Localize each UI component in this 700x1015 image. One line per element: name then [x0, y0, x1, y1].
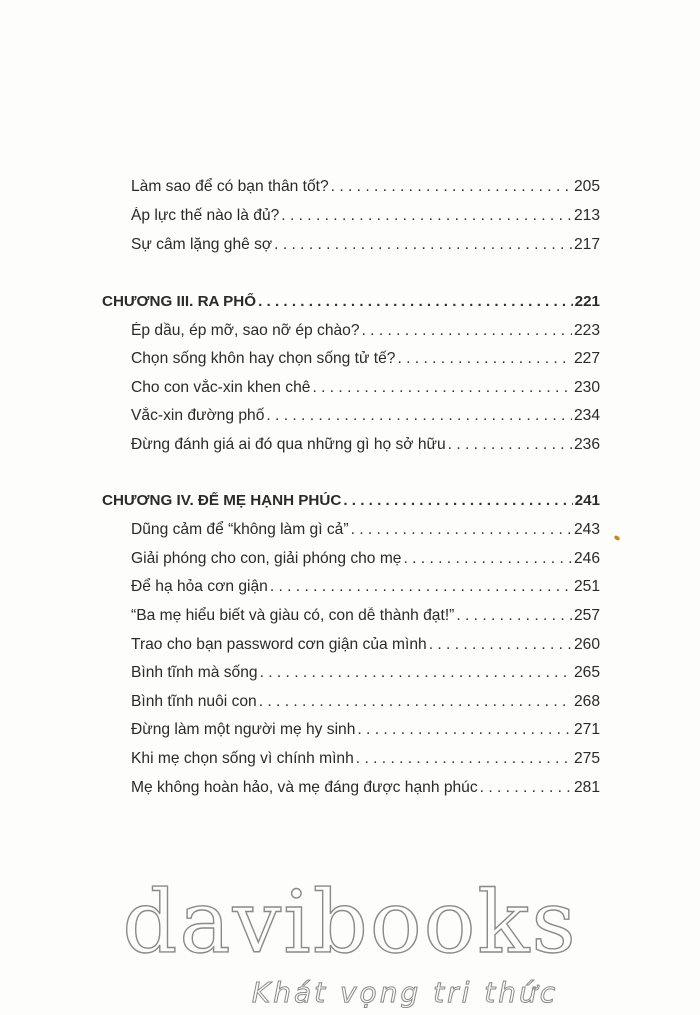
toc-entry-page: 234 — [573, 407, 600, 424]
dot-leader — [429, 636, 572, 654]
toc-chapter-heading — [102, 492, 600, 509]
toc-entry — [131, 436, 600, 454]
watermark-tagline: Khát vọng tri thức — [251, 976, 559, 1009]
toc-entry-page: 217 — [573, 236, 600, 253]
dot-leader — [270, 578, 572, 596]
toc-entry — [131, 407, 600, 425]
watermark-brand: davibooks — [122, 873, 578, 973]
toc-entry — [131, 607, 600, 625]
toc-chapter-heading — [102, 293, 600, 310]
toc-entry — [131, 664, 600, 682]
toc-entry-page: 260 — [573, 636, 600, 653]
dot-leader — [260, 664, 572, 682]
toc-entry — [131, 550, 600, 568]
toc-entry-page: 243 — [573, 521, 600, 538]
dot-leader — [357, 721, 572, 739]
toc-entry-title: Mẹ không hoàn hảo, và mẹ đáng được hạnh phúc — [131, 779, 478, 796]
toc-entry — [131, 636, 600, 654]
toc-entry-title: Sự câm lặng ghê sợ — [131, 236, 273, 253]
toc-entry — [131, 207, 600, 225]
dot-leader — [331, 178, 572, 196]
dot-leader — [351, 521, 572, 539]
toc-entry-page: 265 — [573, 664, 600, 681]
dot-leader — [312, 379, 572, 397]
toc-entry — [131, 578, 600, 596]
toc-entry — [131, 721, 600, 739]
toc-entry-title: Đừng làm một người mẹ hy sinh — [131, 721, 356, 738]
toc-entry-title: Đừng đánh giá ai đó qua những gì họ sở hữu — [131, 436, 446, 453]
toc-entry-title: Bình tĩnh mà sống — [131, 664, 258, 681]
toc-entry-page: 271 — [573, 721, 600, 738]
dot-leader — [397, 350, 572, 368]
toc-entry-page: 257 — [573, 607, 600, 624]
toc-entry-page: 246 — [573, 550, 600, 567]
toc-entry — [131, 521, 600, 539]
toc-entry-page: 205 — [573, 178, 600, 195]
toc-entry-page: 281 — [573, 779, 600, 796]
toc-entry — [131, 693, 600, 711]
dot-leader — [448, 436, 572, 454]
dot-leader — [480, 779, 572, 797]
toc-entry-page: 213 — [573, 207, 600, 224]
toc-entry-page: 227 — [573, 350, 600, 367]
dot-leader — [281, 207, 572, 225]
dot-leader — [456, 607, 572, 625]
dot-leader — [274, 236, 572, 254]
dot-leader — [362, 322, 572, 340]
toc-entry — [131, 178, 600, 196]
paper-speck — [613, 535, 620, 542]
toc-entry — [131, 379, 600, 397]
toc-entry-title: Để hạ hỏa cơn giận — [131, 578, 268, 595]
toc-entry-page: 236 — [573, 436, 600, 453]
toc-entry-title: Cho con vắc-xin khen chê — [131, 379, 311, 396]
toc-entry-page: 223 — [573, 322, 600, 339]
toc-entry-page: 268 — [573, 693, 600, 710]
toc-entry-title: Áp lực thế nào là đủ? — [131, 207, 280, 224]
toc-entry-title: Trao cho bạn password cơn giận của mình — [131, 636, 427, 653]
dot-leader — [343, 492, 572, 509]
dot-leader — [356, 750, 572, 768]
dot-leader — [266, 407, 572, 425]
toc-entry-page: 241 — [574, 492, 600, 509]
toc-entry-page: 275 — [573, 750, 600, 767]
toc-entry-title: Vắc-xin đường phố — [131, 407, 265, 424]
toc-entry-title: Giải phóng cho con, giải phóng cho mẹ — [131, 550, 402, 567]
toc-entry-page: 251 — [573, 578, 600, 595]
dot-leader — [403, 550, 571, 568]
toc-entry-title: Dũng cảm để “không làm gì cả” — [131, 521, 349, 538]
watermark — [0, 873, 700, 1009]
toc-entry-title: Làm sao để có bạn thân tốt? — [131, 178, 329, 195]
toc-entry — [131, 779, 600, 797]
toc-entry-title: CHƯƠNG III. RA PHỐ — [102, 293, 257, 310]
toc-entry — [131, 322, 600, 340]
toc-entry-title: “Ba mẹ hiểu biết và giàu có, con dễ thành đạt!” — [131, 607, 455, 624]
toc-entry-page: 221 — [574, 293, 600, 310]
toc-entry — [131, 350, 600, 368]
toc-entry-title: Chọn sống khôn hay chọn sống tử tế? — [131, 350, 396, 367]
toc-entry-title: Bình tĩnh nuôi con — [131, 693, 257, 710]
toc-entry-title: Khi mẹ chọn sống vì chính mình — [131, 750, 354, 767]
toc-entry-title: Ép dầu, ép mỡ, sao nỡ ép chào? — [131, 322, 360, 339]
dot-leader — [259, 693, 572, 711]
toc-entry-page: 230 — [573, 379, 600, 396]
dot-leader — [258, 293, 573, 310]
toc-entry-title: CHƯƠNG IV. ĐỂ MẸ HẠNH PHÚC — [102, 492, 342, 509]
toc-entry — [131, 750, 600, 768]
toc-entry — [131, 236, 600, 254]
